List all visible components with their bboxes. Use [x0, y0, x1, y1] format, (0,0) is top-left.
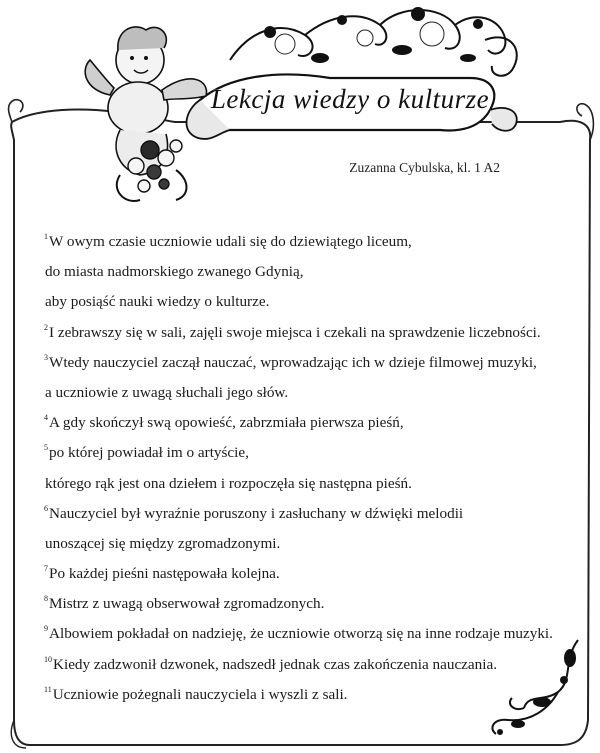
- verse-text: Mistrz z uwagą obserwował zgromadzonych.: [49, 595, 325, 613]
- author-line: Zuzanna Cybulska, kl. 1 A2: [349, 160, 500, 175]
- verse-number: 5: [44, 443, 48, 453]
- verse-number: 11: [44, 684, 52, 694]
- verse-line: [44, 222, 584, 252]
- verse-line: [44, 584, 584, 614]
- verse-number: 1: [44, 232, 48, 241]
- verse-number: 3: [44, 352, 48, 362]
- verse-line: [44, 494, 584, 524]
- verse-text: Albowiem pokładał on nadzieję, że uczniowie otworzą się na inne rodzaje muzyki.: [49, 625, 553, 643]
- verse-line: [44, 282, 584, 312]
- verse-line: [44, 614, 584, 644]
- verse-line: [44, 675, 584, 705]
- verse-text: Po każdej pieśni następowała kolejna.: [49, 565, 280, 583]
- verse-line: [44, 645, 584, 675]
- verse-number: 9: [44, 624, 48, 634]
- verse-number: 10: [44, 654, 52, 664]
- verse-number: 8: [44, 594, 48, 604]
- verse-line: [44, 252, 584, 282]
- verse-number: 6: [44, 503, 48, 513]
- verse-line: [44, 403, 584, 433]
- verse-number: 2: [44, 322, 48, 332]
- poem-title: Lekcja wiedzy o kulturze: [210, 84, 490, 114]
- verse-text: a uczniowie z uwagą słuchali jego słów.: [45, 383, 289, 401]
- verse-line: [44, 464, 584, 494]
- verse-line: [44, 433, 584, 463]
- verse-list: [44, 222, 584, 705]
- verse-text: I zebrawszy się w sali, zajęli swoje miejsca i czekali na sprawdzenie liczebności.: [49, 323, 541, 341]
- verse-text: Uczniowie pożegnali nauczyciela i wyszli z sali.: [52, 685, 348, 703]
- verse-text: unoszącej się między zgromadzonymi.: [45, 534, 281, 552]
- verse-text: Kiedy zadzwonił dzwonek, nadszedł jednak czas zakończenia nauczania.: [53, 655, 498, 673]
- verse-text: do miasta nadmorskiego zwanego Gdynią,: [45, 263, 304, 281]
- verse-text: aby posiąść nauki wiedzy o kulturze.: [45, 293, 270, 311]
- verse-line: [44, 524, 584, 554]
- verse-text: Wtedy nauczyciel zaczął nauczać, wprowadzając ich w dzieje filmowej muzyki,: [49, 353, 537, 371]
- verse-number: 4: [44, 413, 48, 423]
- verse-line: [44, 373, 584, 403]
- verse-text: którego rąk jest ona dziełem i rozpoczęła się następna pieśń.: [45, 474, 412, 492]
- verse-text: po której powiadał im o artyście,: [49, 444, 249, 462]
- verse-line: [44, 313, 584, 343]
- verse-line: [44, 343, 584, 373]
- verse-text: A gdy skończył swą opowieść, zabrzmiała pierwsza pieśń,: [49, 414, 404, 432]
- verse-number: 7: [44, 564, 48, 574]
- verse-text: Nauczyciel był wyraźnie poruszony i zasłuchany w dźwięki melodii: [49, 504, 464, 522]
- verse-line: [44, 554, 584, 584]
- verse-text: W owym czasie uczniowie udali się do dziewiątego liceum,: [49, 233, 412, 250]
